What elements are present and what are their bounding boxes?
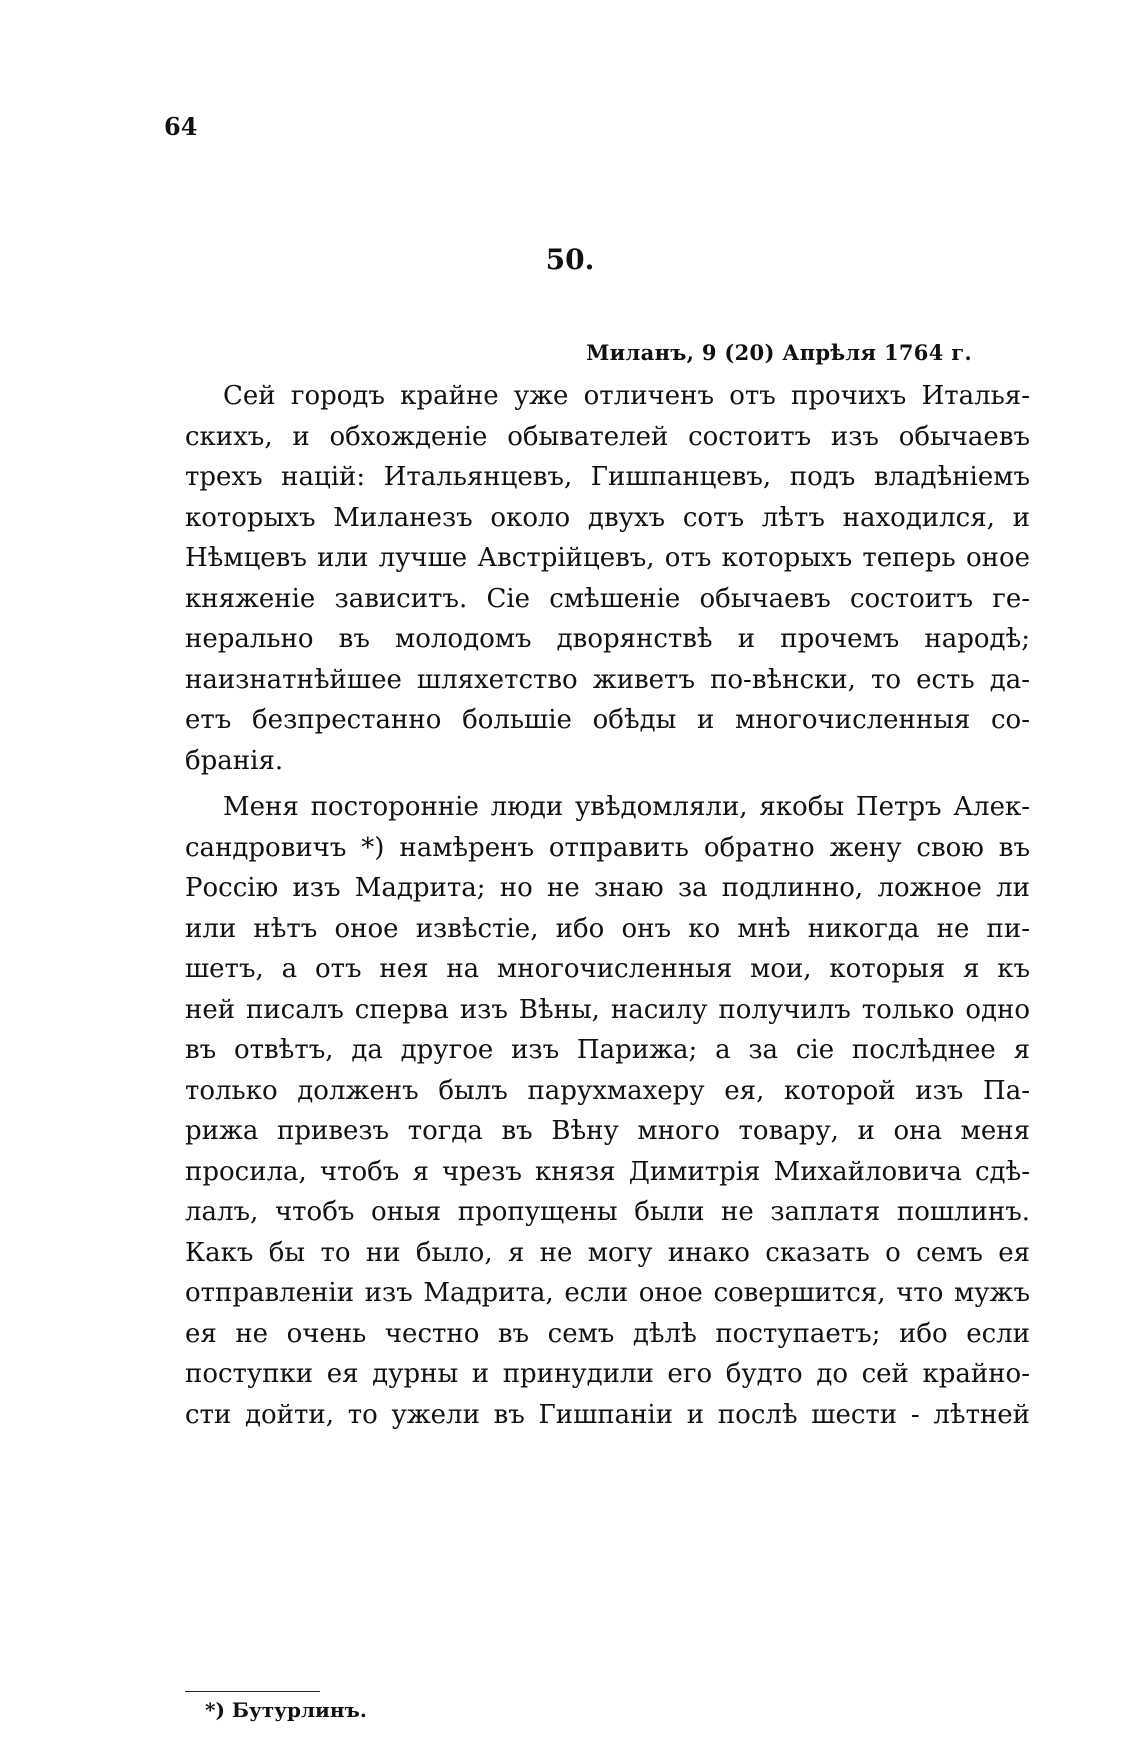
body-text	[185, 376, 1030, 1435]
text-line: просила, чтобъ я чрезъ князя Димитрія Михайловича сдѣ-	[185, 1156, 1030, 1187]
text-line: которыхъ Миланезъ около двухъ сотъ лѣтъ находился, и	[185, 502, 1030, 533]
text-line: Меня посторонніе люди увѣдомляли, якобы Петръ Алек-	[223, 792, 1030, 822]
text-line: шетъ, а отъ нея на многочисленныя мои, которыя я къ	[185, 954, 1030, 984]
text-line: етъ безпрестанно большіе обѣды и многочисленныя со-	[185, 705, 1030, 735]
text-line: только долженъ былъ парухмахеру ея, которой изъ Па-	[185, 1075, 1030, 1106]
text-line: лалъ, чтобъ оныя пропущены были не заплатя пошлинъ.	[185, 1197, 1030, 1227]
page-number: 64	[164, 112, 198, 141]
text-line: въ отвѣтъ, да другое изъ Парижа; а за сіе послѣднее я	[185, 1035, 1030, 1065]
text-line: скихъ, и обхожденіе обывателей состоитъ изъ обычаевъ	[185, 421, 1030, 452]
text-line: княженіе зависитъ. Сіе смѣшеніе обычаевъ состоитъ ге-	[185, 583, 1030, 614]
text-line: рижа привезъ тогда въ Вѣну много товару, и она меня	[185, 1116, 1030, 1146]
text-line: наизнатнѣйшее шляхетство живетъ по-вѣнски, то есть да-	[185, 664, 1030, 695]
paragraph-2	[185, 787, 1030, 1435]
text-line: отправленіи изъ Мадрита, если оное совершится, что мужъ	[185, 1278, 1030, 1308]
paragraph-1	[185, 376, 1030, 781]
footnote: *) Бутурлинъ.	[205, 1698, 367, 1722]
text-line: или нѣтъ оное извѣстіе, ибо онъ ко мнѣ никогда не пи-	[185, 913, 1030, 944]
text-line: сти дойти, то ужели въ Гишпаніи и послѣ шести - лѣтней	[185, 1399, 1030, 1430]
footnote-divider	[185, 1691, 320, 1692]
text-line: поступки ея дурны и принудили его будто до сей крайно-	[185, 1359, 1030, 1389]
text-line: сандровичъ *) намѣренъ отправить обратно жену свою въ	[185, 832, 1030, 863]
text-line: Сей городъ крайне уже отличенъ отъ прочихъ Италья-	[223, 381, 1030, 411]
text-line: Нѣмцевъ или лучше Австрійцевъ, отъ которыхъ теперь оное	[185, 543, 1030, 573]
place-date-line: Миланъ, 9 (20) Апрѣля 1764 г.	[586, 340, 972, 365]
text-line: ея не очень честно въ семъ дѣлѣ поступаетъ; ибо если	[185, 1318, 1030, 1349]
text-line: трехъ націй: Итальянцевъ, Гишпанцевъ, подъ владѣніемъ	[185, 462, 1030, 492]
text-line: Какъ бы то ни было, я не могу инако сказать о семъ ея	[185, 1237, 1030, 1268]
text-line: бранія.	[185, 745, 284, 776]
text-line: нерально въ молодомъ дворянствѣ и прочемъ народѣ;	[185, 624, 1030, 654]
text-line: ней писалъ сперва изъ Вѣны, насилу получилъ только одно	[185, 994, 1030, 1025]
text-line: Россію изъ Мадрита; но не знаю за подлинно, ложное ли	[185, 873, 1030, 903]
letter-number: 50.	[545, 243, 595, 276]
